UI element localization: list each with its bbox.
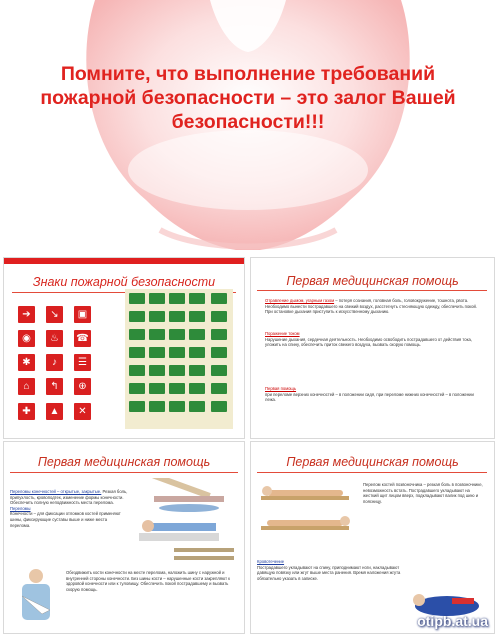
first-aid-text-electric: Поражение током Нарушение дыхания, сердечная деятельность. Необходимо освободить пострадавшего от действия тока, уложить на спину, обеспечить приток свежего воздуха, вызвать скорую помощь. <box>265 331 472 348</box>
arrow-turn-sign-icon: ↰ <box>46 378 63 395</box>
slide-top-band <box>4 258 244 264</box>
arm-sling-illustration <box>12 566 60 628</box>
exit-sign-icon <box>211 365 227 376</box>
exit-sign-icon <box>129 365 145 376</box>
exit-sign-icon <box>149 401 165 412</box>
exit-sign-icon <box>129 347 145 358</box>
exit-sign-icon <box>149 383 165 394</box>
evacuation-signs-board <box>125 289 233 429</box>
slide-first-aid-fractures <box>3 441 245 634</box>
slide-title: Первая медицинская помощь <box>286 455 459 469</box>
slide-title: Знаки пожарной безопасности <box>32 275 216 289</box>
exit-sign-icon <box>129 383 145 394</box>
exit-sign-icon <box>169 401 185 412</box>
first-aid-text-splint: Обездвижить кости конечности на месте перелома, наложить шину с наружной и внутренней стороны конечности. Без шины кости – нарушенные кости закрепляют к здоровой конечности или к туловищу. Обеспечить покой пострадавшему и вызвать скорую помощь. <box>66 570 231 592</box>
exit-sign-icon <box>189 383 205 394</box>
exit-sign-icon <box>211 347 227 358</box>
exit-sign-icon <box>211 401 227 412</box>
fire-alarm-sign-icon: ♪ <box>46 354 63 371</box>
exit-sign-icon <box>149 347 165 358</box>
exit-sign-icon <box>211 329 227 340</box>
exit-sign-icon <box>169 311 185 322</box>
ladder-sign-icon: ☰ <box>74 354 91 371</box>
exit-sign-icon <box>189 365 205 376</box>
exit-sign-icon <box>129 401 145 412</box>
fire-blanket-sign-icon: ⌂ <box>18 378 35 395</box>
slide-title: Первая медицинская помощь <box>286 274 459 288</box>
exit-sign-icon <box>211 383 227 394</box>
exit-sign-icon <box>169 347 185 358</box>
slide-first-aid-smoke <box>250 257 495 439</box>
exit-sign-icon <box>169 329 185 340</box>
fire-extinguisher-sign-icon: ♨ <box>46 330 63 347</box>
exit-arrow-sign-icon: ➔ <box>18 306 35 323</box>
alarm-button-sign-icon: ◉ <box>18 330 35 347</box>
phone-sign-icon: ☎ <box>74 330 91 347</box>
slide-first-aid-spine <box>250 441 495 634</box>
exit-sign-icon <box>211 293 227 304</box>
exit-sign-icon <box>149 365 165 376</box>
no-fire-sign-icon: ✕ <box>74 403 91 420</box>
fire-point-sign-icon: ▲ <box>46 403 63 420</box>
stretcher-illustration <box>257 482 357 557</box>
slide-fire-safety-signs <box>3 257 245 439</box>
watermark: otipb.at.ua <box>417 613 488 629</box>
title-underline <box>257 472 487 473</box>
title-underline <box>10 472 238 473</box>
exit-sign-icon <box>169 293 185 304</box>
exit-sign-icon <box>169 383 185 394</box>
exit-sign-icon <box>169 365 185 376</box>
first-aid-text-fracture-types: Переломы конечностей – открытые, закрытые. Резкая боль, припухлость, кровоподтек, изменение формы конечности. Обеспечить полную неподвижность места перелома. Переломы Конечности – для фиксации отломков костей применяют шины, фиксирующие суставы выше и ниже места перелома. <box>10 489 128 528</box>
splint-illustration <box>134 478 239 573</box>
valve-sign-icon: ⊕ <box>74 378 91 395</box>
exit-sign-icon <box>129 311 145 322</box>
hero-title: Помните, что выполнение требований пожарной безопасности – это залог Вашей безопасности!!! <box>40 63 456 133</box>
exit-sign-icon <box>189 401 205 412</box>
slide-title: Первая медицинская помощь <box>37 455 211 469</box>
exit-sign-icon <box>211 311 227 322</box>
exit-sign-icon <box>149 329 165 340</box>
fire-hose-sign-icon: ▣ <box>74 306 91 323</box>
exit-sign-icon <box>129 329 145 340</box>
exit-sign-icon <box>129 293 145 304</box>
exit-sign-icon <box>149 293 165 304</box>
first-aid-text-spine: Перелом костей позвоночника – резкая боль в позвоночнике, невозможность встать. Пострадавшего укладывают на жесткий щит лицом вверх, подкладывают валик под шею и поясницу. <box>363 482 483 504</box>
exit-sign-icon <box>189 329 205 340</box>
water-source-sign-icon: ✚ <box>18 403 35 420</box>
exit-sign-icon <box>149 311 165 322</box>
first-aid-text-bleeding: Кровотечение Пострадавшего укладывают на спину, приподнимают ноги, накладывают давящую повязку или жгут выше места ранения. Время наложения жгута обязательно указать в записке. <box>257 559 401 581</box>
exit-sign-icon <box>189 311 205 322</box>
exit-sign-icon <box>189 293 205 304</box>
first-aid-text-fracture: Первая помощь при переломе верхних конечностей – в положении сидя, при переломе нижних конечностей – в положении лежа. <box>265 386 474 403</box>
exit-sign-icon <box>189 347 205 358</box>
diagonal-arrow-sign-icon: ↘ <box>46 306 63 323</box>
sprinkler-sign-icon: ✱ <box>18 354 35 371</box>
first-aid-text-smoke: Отравление дымом, угарным газом – потеря сознания, головная боль, головокружение, тошнота, рвота. Необходимо вынести пострадавшего на свежий воздух, расстегнуть стесняющую одежду, обеспечить покой. При остановке дыхания приступить к искусственному дыханию. <box>265 298 477 315</box>
hero-banner <box>0 0 496 252</box>
title-underline <box>257 290 487 291</box>
